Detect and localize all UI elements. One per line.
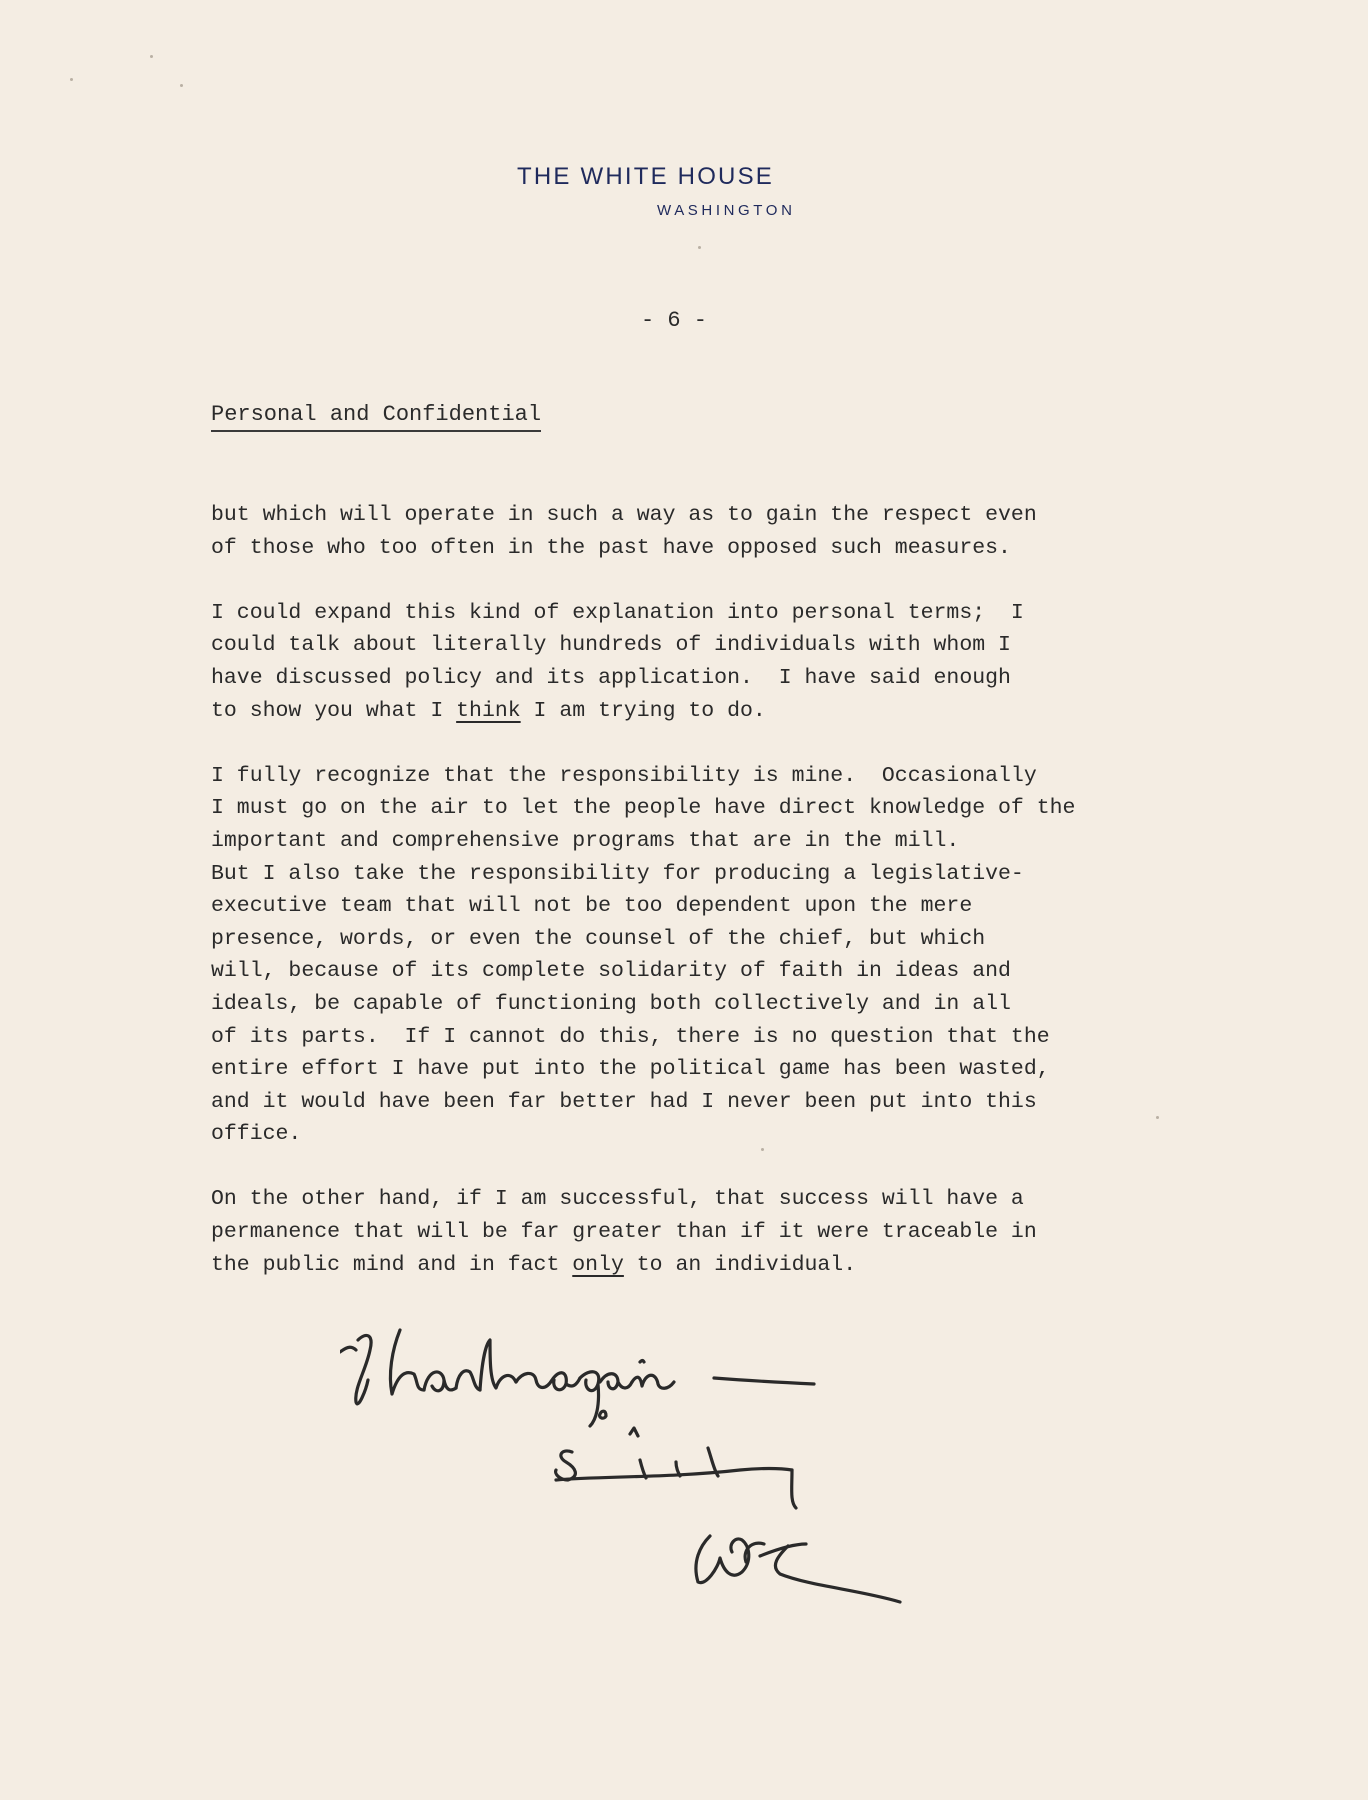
text-line — [211, 988, 1171, 1021]
signature-stroke — [480, 1340, 516, 1390]
signature-stroke — [600, 1374, 632, 1389]
text-line — [211, 1021, 1171, 1054]
underlined-word: think — [456, 698, 521, 723]
letterhead-title: THE WHITE HOUSE — [517, 163, 775, 190]
signature-stroke — [696, 1536, 749, 1583]
text-segment: ideals, be capable of functioning both collectively and in all — [211, 991, 1011, 1016]
text-line — [211, 1249, 1171, 1282]
text-segment: and it would have been far better had I never been put into this — [211, 1089, 1037, 1114]
underlined-word: only — [572, 1252, 624, 1277]
text-segment: I am trying to do. — [520, 698, 766, 723]
paragraph — [211, 760, 1171, 1151]
text-line — [211, 760, 1171, 793]
text-line — [211, 1086, 1171, 1119]
text-line — [211, 792, 1171, 825]
text-segment: of its parts. If I cannot do this, there is no question that the — [211, 1024, 1050, 1049]
text-line — [211, 629, 1171, 662]
signature-stroke — [390, 1330, 424, 1394]
text-line — [211, 662, 1171, 695]
text-line — [211, 597, 1171, 630]
text-segment: But I also take the responsibility for producing a legislative- — [211, 861, 1024, 886]
paragraph — [211, 499, 1171, 564]
paper-speck — [761, 1148, 764, 1151]
text-line — [211, 923, 1171, 956]
text-segment: will, because of its complete solidarity of faith in ideas and — [211, 959, 1011, 984]
text-line — [211, 955, 1171, 988]
handwritten-signature — [340, 1310, 1000, 1640]
text-line — [211, 1053, 1171, 1086]
text-segment: to show you what I — [211, 698, 457, 723]
signature-stroke — [456, 1371, 480, 1390]
text-line — [211, 858, 1171, 891]
paragraph — [211, 597, 1171, 727]
signature-stroke — [556, 1451, 576, 1480]
signature-stroke — [630, 1428, 638, 1436]
paper-speck — [150, 55, 153, 58]
signature-stroke — [632, 1375, 674, 1388]
text-segment: have discussed policy and its application. I have said enough — [211, 665, 1011, 690]
letter-body — [211, 499, 1171, 1314]
text-segment: entire effort I have put into the political game has been wasted, — [211, 1057, 1050, 1082]
signature-stroke — [775, 1546, 900, 1602]
text-segment: but which will operate in such a way as to gain the respect even — [211, 503, 1037, 527]
text-line — [211, 1118, 1171, 1151]
confidential-heading: Personal and Confidential — [211, 402, 541, 432]
text-segment: the public mind and in fact — [211, 1252, 573, 1277]
text-segment: presence, words, or even the counsel of the chief, but which — [211, 926, 986, 951]
text-line — [211, 695, 1171, 728]
signature-stroke — [714, 1378, 814, 1384]
text-segment: I must go on the air to let the people have direct knowledge of the — [211, 796, 1076, 821]
text-segment: I could expand this kind of explanation into personal terms; I — [211, 600, 1024, 625]
text-line — [211, 1183, 1171, 1216]
signature-stroke — [356, 1335, 371, 1403]
text-segment: important and comprehensive programs that are in the mill. — [211, 828, 960, 853]
text-segment: of those who too often in the past have opposed such measures. — [211, 535, 1011, 560]
text-line — [211, 532, 1171, 565]
signature-stroke — [792, 1470, 796, 1508]
signature-stroke — [424, 1372, 456, 1391]
text-segment: could talk about literally hundreds of individuals with whom I — [211, 633, 1011, 658]
paragraph — [211, 1183, 1171, 1281]
paper-speck — [180, 84, 183, 87]
text-line — [211, 1216, 1171, 1249]
signature-stroke — [516, 1373, 566, 1390]
signature-stroke — [600, 1411, 606, 1418]
text-line — [211, 499, 1171, 532]
text-segment: executive team that will not be too dependent upon the mere — [211, 894, 973, 919]
text-line — [211, 890, 1171, 923]
signature-drawing — [340, 1310, 1000, 1640]
text-line — [211, 825, 1171, 858]
signature-stroke — [556, 1469, 792, 1481]
signature-stroke — [566, 1378, 580, 1386]
text-segment: to an individual. — [623, 1252, 857, 1277]
paper-speck — [1156, 1116, 1159, 1119]
text-segment: permanence that will be far greater than if it were traceable in — [211, 1220, 1037, 1245]
letterhead-subtitle: WASHINGTON — [657, 202, 796, 219]
text-segment: On the other hand, if I am successful, that success will have a — [211, 1187, 1024, 1212]
text-segment: I fully recognize that the responsibility is mine. Occasionally — [211, 763, 1037, 788]
page-number: - 6 - — [641, 308, 708, 333]
paper-speck — [70, 78, 73, 81]
signature-stroke — [340, 1347, 356, 1352]
text-segment: office. — [211, 1122, 302, 1147]
paper-speck — [698, 246, 701, 249]
signature-stroke — [580, 1372, 599, 1426]
signature-stroke — [640, 1361, 644, 1363]
